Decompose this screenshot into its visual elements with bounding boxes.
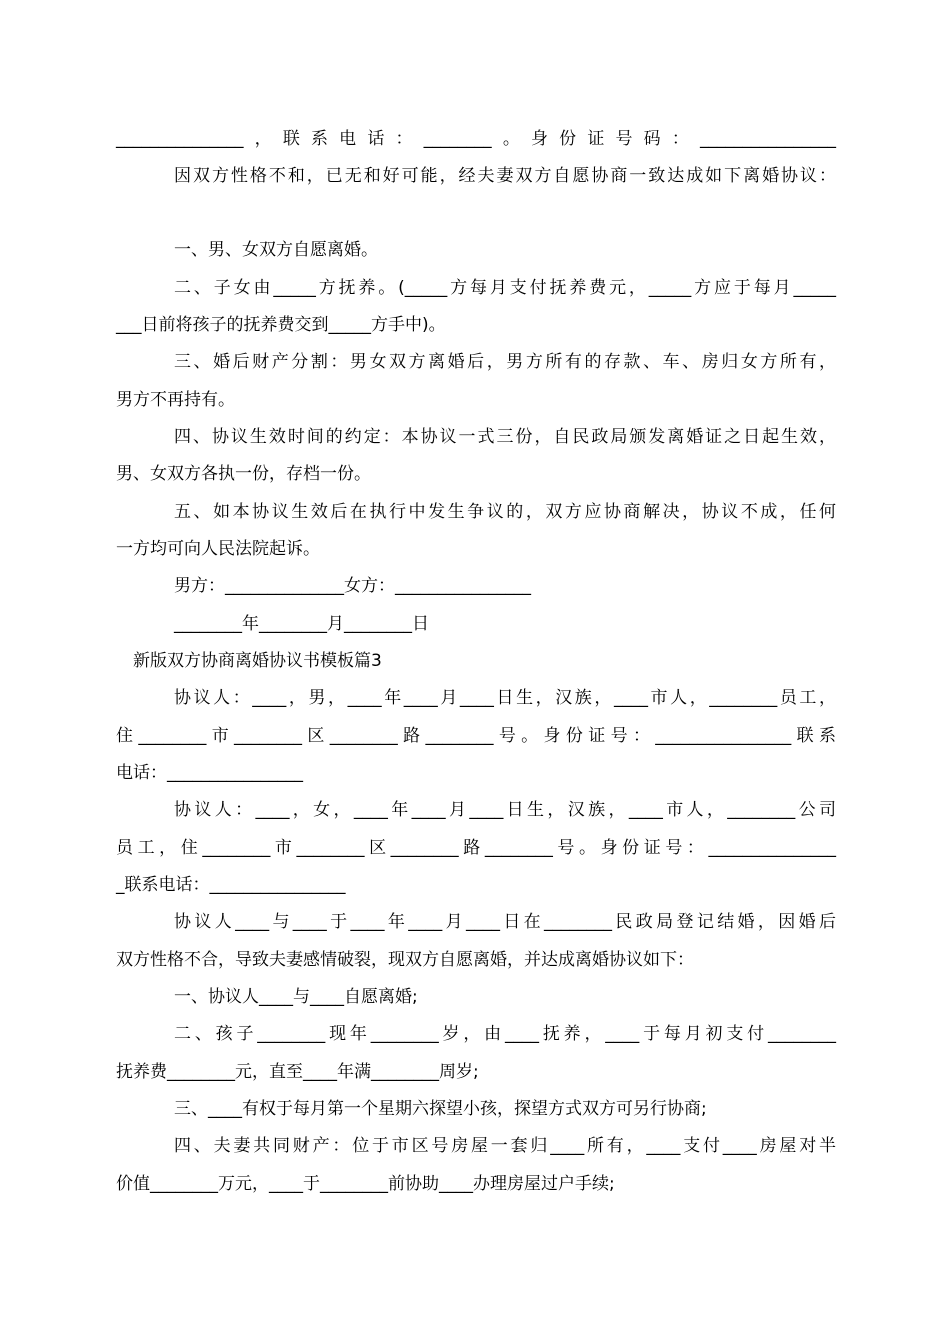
party-1-line-3: 电话：________________ bbox=[116, 763, 303, 783]
term-2-line-1: 二、孩子________现年________岁，由____抚养，____于每月初支付________ bbox=[174, 1024, 836, 1044]
clause-2-line-1: 二、子女由_____方抚养。(_____方每月支付抚养费元，_____方应于每月_____ bbox=[174, 278, 836, 298]
term-1: 一、协议人____与____自愿离婚; bbox=[174, 987, 418, 1007]
section-heading: 新版双方协商离婚协议书模板篇3 bbox=[133, 651, 382, 671]
party-2-line-3: _联系电话：________________ bbox=[116, 875, 346, 895]
term-2-line-2: 抚养费________元，直至____年满________周岁; bbox=[116, 1062, 479, 1082]
clause-5-line-2: 一方均可向人民法院起诉。 bbox=[116, 539, 320, 559]
date-line: ________年________月________日 bbox=[174, 614, 429, 634]
clause-4-line-2: 男、女双方各执一份，存档一份。 bbox=[116, 464, 371, 484]
signature-line: 男方：______________女方：________________ bbox=[174, 576, 531, 596]
marriage-line-1: 协议人____与____于____年____月____日在________民政局登记结婚，因婚后 bbox=[174, 912, 836, 932]
clause-1: 一、男、女双方自愿离婚。 bbox=[174, 240, 378, 260]
clause-3-line-2: 男方不再持有。 bbox=[116, 390, 235, 410]
clause-4-line-1: 四、协议生效时间的约定：本协议一式三份，自民政局颁发离婚证之日起生效， bbox=[174, 427, 836, 447]
clause-3-line-1: 三、婚后财产分割：男女双方离婚后，男方所有的存款、车、房归女方所有， bbox=[174, 352, 836, 372]
party-1-line-2: 住________市________区________路________号。身份证号：________________联系 bbox=[116, 726, 836, 746]
intro-paragraph: 因双方性格不和，已无和好可能，经夫妻双方自愿协商一致达成如下离婚协议： bbox=[174, 166, 836, 186]
term-4-line-2: 价值________万元，____于________前协助____办理房屋过户手续; bbox=[116, 1174, 615, 1194]
term-3: 三、____有权于每月第一个星期六探望小孩，探望方式双方可另行协商; bbox=[174, 1099, 707, 1119]
contact-line: _______________，联系电话：________。身份证号码：________________ bbox=[116, 129, 836, 149]
party-2-line-1: 协议人：____，女，____年____月____日生，汉族，____市人，________公司 bbox=[174, 800, 836, 820]
term-4-line-1: 四、夫妻共同财产：位于市区号房屋一套归____所有，____支付____房屋对半 bbox=[174, 1136, 836, 1156]
clause-5-line-1: 五、如本协议生效后在执行中发生争议的，双方应协商解决，协议不成，任何 bbox=[174, 502, 836, 522]
party-1-line-1: 协议人：____，男，____年____月____日生，汉族，____市人，________员工， bbox=[174, 688, 836, 708]
clause-2-line-2: ___日前将孩子的抚养费交到_____方手中)。 bbox=[116, 315, 446, 335]
party-2-line-2: 员工，住________市________区________路________号。身份证号：_______________ bbox=[116, 838, 836, 858]
marriage-line-2: 双方性格不合，导致夫妻感情破裂，现双方自愿离婚，并达成离婚协议如下： bbox=[116, 950, 694, 970]
